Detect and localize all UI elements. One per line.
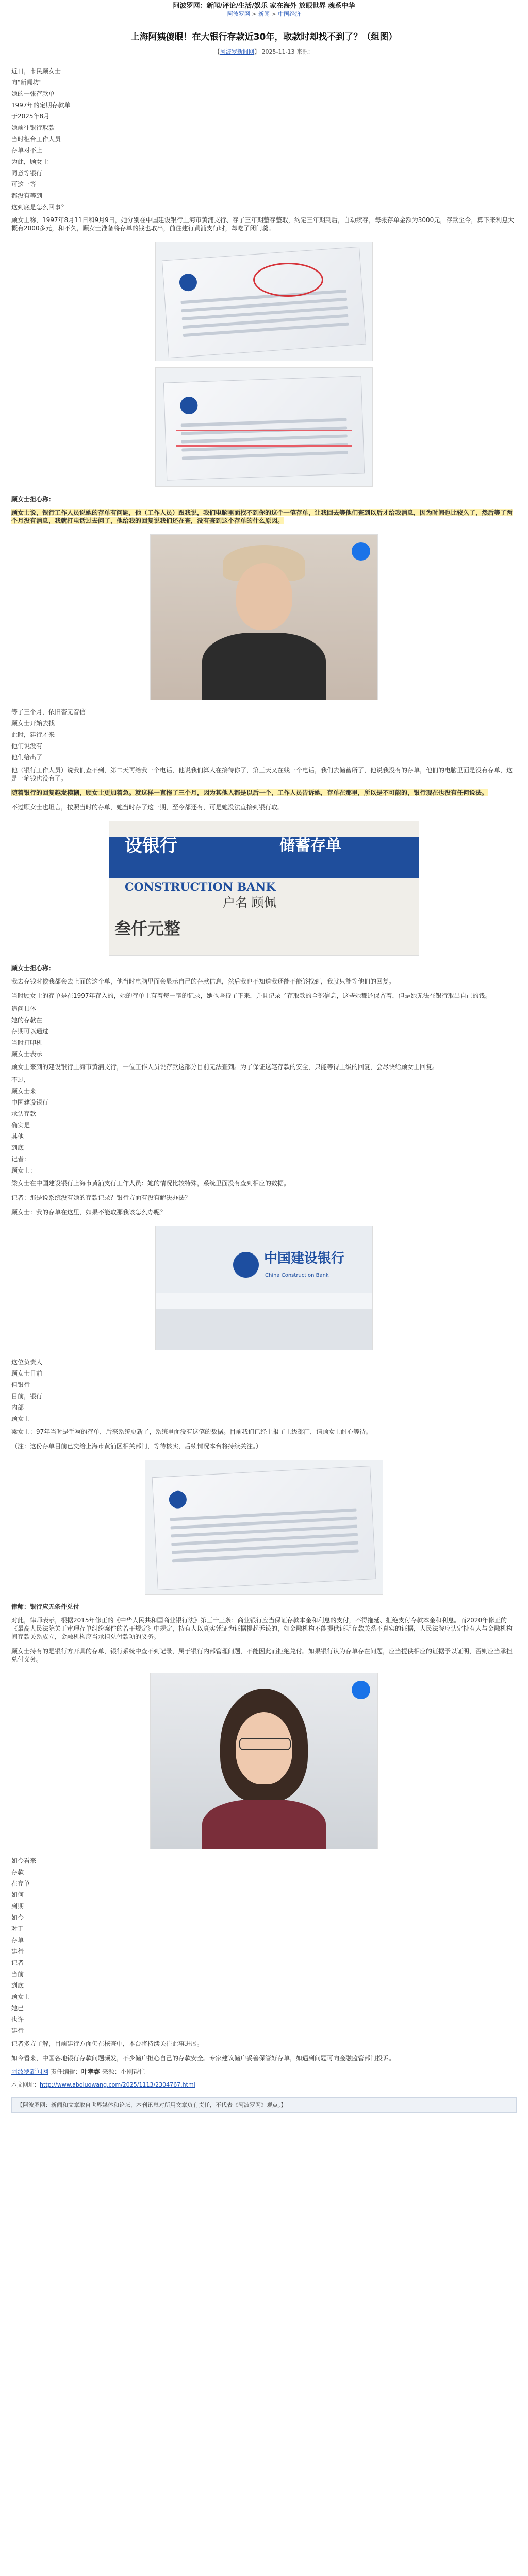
mid-line: 他们给出了 xyxy=(11,754,43,761)
intro-line: 于2025年8月 xyxy=(11,113,50,120)
red-underline xyxy=(176,445,352,447)
article-body xyxy=(0,65,528,2113)
paragraph: 当时顾女士的存单是在1997年存入的，她的存单上有着每一笔的记录，她也坚持了下来，并且记录了存取款的全部信息，这些她都还保留着，但是她无法在银行取出自己的钱。 xyxy=(11,992,491,999)
line: 如今 xyxy=(11,1914,24,1921)
paragraph: 顾女士持有的是银行方开具的存单，银行系统中查不到记录，属于银行内部管理问题，不能因此而拒绝兑付。如果银行认为存单存在问题，应当提供相应的证据予以证明，否则应当承担兑付义务。 xyxy=(11,1648,513,1663)
intro-line: 向"新闻坊" xyxy=(11,79,42,86)
line: 这位负责人 xyxy=(11,1359,43,1366)
intro-line: 近日，市民顾女士 xyxy=(11,67,61,75)
mid-line: 顾女士开始去找 xyxy=(11,720,55,727)
intro-line: 可这一等 xyxy=(11,181,37,188)
line: 建行 xyxy=(11,1948,24,1955)
breadcrumb-news[interactable]: 新闻 xyxy=(258,11,270,18)
line: 记者： xyxy=(11,1156,30,1163)
line: 目前，银行 xyxy=(11,1393,43,1400)
line: 顾女士目前 xyxy=(11,1370,43,1377)
paragraph: 他（银行工作人员）说我们查不到，第二天再给我一个电话，他说我们算人在接待你了，第三天又在线一个电话，我们去储蓄所了，他说我没有的存单，他们的电脑里面是没有存单，这是一笔钱也没有了。 xyxy=(11,767,513,782)
paragraph: （注：这份存单目前已交给上海市黄浦区相关部门，等待核实，后续情况本台将持续关注。） xyxy=(11,1443,262,1450)
breadcrumb: 阿波罗网 > 新闻 > 中国经济 xyxy=(227,11,301,18)
editor-name: 叶孝睿 xyxy=(81,2068,100,2075)
paragraph: 如今看来，中国各地银行存款问题频发，不少储户担心自己的存款安全。专家建议储户妥善保管好存单，如遇到问题可向金融监管部门投诉。 xyxy=(11,2055,395,2062)
receipt-image-1 xyxy=(155,242,373,361)
lines-group-2 xyxy=(11,1003,517,1060)
paragraph: 不过顾女士也坦言，按照当时的存单，她当时存了这一期，至今都还有，可是她没法直接到银行取。 xyxy=(11,804,284,811)
bank-branch-photo xyxy=(155,1226,373,1350)
line: 存款 xyxy=(11,1869,24,1876)
mid-lines xyxy=(11,706,517,763)
tv-logo-icon xyxy=(352,1681,370,1699)
line: 追问具体 xyxy=(11,1005,37,1012)
intro-line: 她的一张存款单 xyxy=(11,90,55,97)
receipt-paper xyxy=(163,376,365,480)
line: 承认存款 xyxy=(11,1110,37,1117)
paragraph: 顾女士：我的存单在这里，如果不能取那我该怎么办呢？ xyxy=(11,1209,167,1216)
line: 不过， xyxy=(11,1076,30,1083)
line: 建行 xyxy=(11,2027,24,2035)
paragraph: 梁女士在中国建设银行上海市黄浦支行工作人员：她的情况比较特殊，系统里面没有查到相应的数据。 xyxy=(11,1180,290,1187)
line: 如何 xyxy=(11,1891,24,1899)
intro-lines xyxy=(11,65,517,213)
paragraph: 对此，律师表示，根据2015年修正的《中华人民共和国商业银行法》第三十三条：商业银行应当保证存款本金和利息的支付，不得拖延、拒绝支付存款本金和利息。而2020年修正的《最高人民法院关于审理存单纠纷案件的若干规定》中规定，持有人以真实凭证为证据提起诉讼的，如金融机构不能提供证明存款关系不真实的证据，人民法院应认定持有人与金融机构间存款关系成立，金融机构应当承担兑付款项的义务。 xyxy=(11,1617,513,1640)
paragraph: 我去存钱时候我都会去上面的这个单，他当时电脑里面会显示自己的存款信息，然后我也不知道我还能不能够找到，我就只能等他们的回复。 xyxy=(11,978,395,985)
site-brand[interactable]: 阿波罗网：新闻/评论/生活/娱乐 家在海外 放眼世界 魂系中华 xyxy=(173,2,355,10)
red-circle-mark xyxy=(253,263,323,297)
breadcrumb-economy[interactable]: 中国经济 xyxy=(278,11,301,18)
line: 到期 xyxy=(11,1903,24,1910)
source-link[interactable]: 阿波罗新闻网 xyxy=(220,48,255,55)
article-url: 本文网址：http://www.aboluowang.com/2025/1113/2304767.html xyxy=(11,2081,195,2088)
line: 存单 xyxy=(11,1937,24,1944)
intro-line: 这到底是怎么回事？ xyxy=(11,204,68,211)
lines-group-4 xyxy=(11,1357,517,1425)
line: 在存单 xyxy=(11,1880,30,1887)
source-site-link[interactable]: 阿波罗新闻网 xyxy=(11,2068,49,2075)
passbook-right-title: 储蓄存单 xyxy=(279,837,341,855)
receipt-image-2 xyxy=(155,367,373,487)
article-date: 2025-11-13 来源： xyxy=(261,48,314,55)
line: 当时打印机 xyxy=(11,1039,43,1046)
line: 顾女士 xyxy=(11,1415,30,1422)
line: 也许 xyxy=(11,2016,24,2023)
lines-group-5 xyxy=(11,1855,517,2037)
passbook-account-name: 户名 顾佩 xyxy=(223,895,276,910)
line: 中国建设银行 xyxy=(11,1099,49,1106)
interview-photo-elderly xyxy=(150,534,378,700)
line: 内部 xyxy=(11,1404,24,1411)
branch-name-en: China Construction Bank xyxy=(265,1273,329,1278)
line: 对于 xyxy=(11,1925,24,1933)
lawyer-heading: 律师：银行应无条件兑付 xyxy=(11,1603,80,1611)
ccb-logo-icon xyxy=(233,1252,259,1278)
passbook-bank-en: CONSTRUCTION BANK xyxy=(125,880,276,894)
passbook-photo xyxy=(109,821,419,956)
mid-line: 等了三个月，依旧杳无音信 xyxy=(11,708,86,716)
intro-line: 存单对不上 xyxy=(11,147,43,154)
passbook-amount: 叁仟元整 xyxy=(114,919,181,938)
article-meta: 【阿波罗新闻网】 2025-11-13 来源： xyxy=(214,48,314,55)
article-title: 上海阿姨傻眼！在大银行存款近30年，取款时却找不到了？（组图） xyxy=(130,32,398,42)
line: 如今看来 xyxy=(11,1857,37,1865)
line: 到底 xyxy=(11,1982,24,1989)
line: 到底 xyxy=(11,1144,24,1151)
paragraph: 顾女士来到的建设银行上海市黄浦支行，一位工作人员说存款这部分目前无法查到。为了保证这笔存款的安全，只能等待上级的回复，会尽快给顾女士回复。 xyxy=(11,1063,439,1071)
paragraph: 记者：那是说系统没有她的存款记录？银行方面有没有解决办法？ xyxy=(11,1194,191,1201)
paragraph: 顾女士称，1997年8月11日和9月9日，她分别在中国建设银行上海市黄浦支行、存了三年期整存整取，约定三年期到后，自动续存，每张存单金额为3000元，存款至今，算下来利息大概有2000多元，和不久，顾女士准备将存单的钱也取出，前往建行黄浦支行时，却吃了闭门羹。 xyxy=(11,216,515,232)
interview-photo-lawyer xyxy=(150,1673,378,1849)
line: 但银行 xyxy=(11,1381,30,1388)
glasses xyxy=(239,1738,291,1750)
line: 她的存款在 xyxy=(11,1016,43,1024)
mid-line: 此时，建行才来 xyxy=(11,731,55,738)
receipt-image-3 xyxy=(145,1460,383,1595)
site-header xyxy=(0,0,528,25)
intro-line: 当时柜台工作人员 xyxy=(11,135,61,143)
receipt-paper xyxy=(152,1466,376,1590)
intro-line: 都没有等到 xyxy=(11,192,43,199)
line: 记者 xyxy=(11,1959,24,1967)
tv-logo-icon xyxy=(352,542,370,561)
breadcrumb-home[interactable]: 阿波罗网 xyxy=(227,11,250,18)
reporter-note: 顾女士担心称： xyxy=(11,496,55,503)
passbook-bank-name: 设银行 xyxy=(125,836,177,856)
line: 顾女士 xyxy=(11,1993,30,2001)
line: 她已 xyxy=(11,2005,24,2012)
intro-line: 同意等银行 xyxy=(11,170,43,177)
article-url-link[interactable]: http://www.aboluowang.com/2025/1113/2304767.html xyxy=(40,2081,195,2088)
intro-line: 她前往银行取款 xyxy=(11,124,55,131)
mid-line: 他们说没有 xyxy=(11,742,43,750)
line: 顾女士表示 xyxy=(11,1050,43,1058)
paragraph: 记者多方了解，目前建行方面仍在核查中，本台将持续关注此事进展。 xyxy=(11,2040,204,2047)
line: 顾女士： xyxy=(11,1167,37,1174)
paragraph: 顾女士说，银行工作人员说她的存单有问题，他（工作人员）跟我说，我们电脑里面找不到你的这个一笔存单，让我回去等他们查到以后才给我消息，因为时间也比较久了，然后等了两个月没有消息，我就打电话过去问了，他给我的回复说我们还在查，没有查到这个存单的什么原因。 xyxy=(11,509,513,524)
line: 其他 xyxy=(11,1133,24,1140)
red-underline xyxy=(176,430,352,431)
lines-group-3 xyxy=(11,1074,517,1176)
branch-name: 中国建设银行 xyxy=(264,1251,345,1266)
paragraph: 随着银行的回复越发模糊，顾女士更加着急。就这样一直拖了三个月，因为其他人都是以后一个，工作人员告诉她，存单在那里，所以是不可能的，银行现在也没有任何说法。 xyxy=(11,789,488,796)
receipt-paper xyxy=(162,247,366,358)
line: 存期可以通过 xyxy=(11,1028,49,1035)
source-line: 阿波罗新闻网 责任编辑：叶孝睿 来源：小刚帮忙 xyxy=(11,2068,145,2075)
disclaimer: 【阿波罗网：新闻和文章取自世界媒体和论坛，本刊讯息对所用文章负有责任，不代表《阿波罗网》观点。】 xyxy=(11,2097,517,2113)
intro-line: 1997年的定期存款单 xyxy=(11,101,71,109)
paragraph: 梁女士：97年当时是手写的存单，后来系统更新了，系统里面没有这笔的数据。目前我们已经上报了上级部门，请顾女士耐心等待。 xyxy=(11,1428,372,1435)
reporter-note: 顾女士担心称： xyxy=(11,964,55,972)
line: 当前 xyxy=(11,1971,24,1978)
line: 顾女士来 xyxy=(11,1088,37,1095)
intro-line: 为此，顾女士 xyxy=(11,158,49,165)
line: 确实是 xyxy=(11,1122,30,1129)
